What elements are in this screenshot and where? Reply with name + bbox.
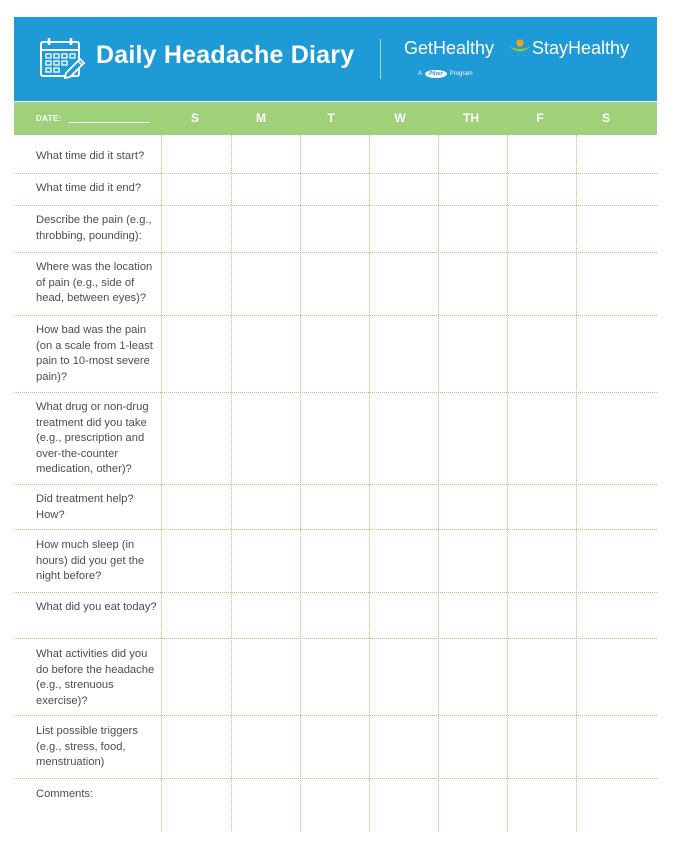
day-header-friday: F: [536, 111, 544, 125]
column-divider: [438, 135, 439, 831]
question-pain-description: Describe the pain (e.g., throbbing, pounding):: [36, 214, 152, 242]
day-header-monday: M: [256, 111, 266, 125]
question-end-time: What time did it end?: [36, 182, 142, 194]
tagline-suffix: Program: [449, 71, 473, 77]
column-divider: [369, 135, 370, 831]
day-header-wednesday: W: [394, 111, 406, 125]
column-divider: [300, 135, 301, 831]
pfizer-logo: Pfizer: [425, 70, 447, 78]
day-header-saturday: S: [601, 111, 610, 125]
question-food: What did you eat today?: [36, 601, 157, 613]
row-divider: [14, 638, 657, 639]
tagline-prefix: A: [418, 71, 423, 77]
question-pain-severity: How bad was the pain (on a scale from 1-least pain to 10-most severe pain)?: [36, 324, 153, 383]
row-divider: [14, 484, 657, 485]
question-treatment-help: Did treatment help? How?: [36, 493, 134, 521]
diary-grid: [14, 135, 657, 831]
question-treatment: What drug or non-drug treatment did you take (e.g., prescription and over-the-counter medication, other)?: [36, 401, 149, 475]
brand-logo: [404, 37, 644, 93]
day-header-sunday: S: [190, 111, 199, 125]
question-start-time: What time did it start?: [36, 150, 145, 162]
column-divider: [161, 135, 162, 831]
header-banner: [14, 17, 657, 101]
date-write-line[interactable]: [69, 122, 149, 123]
column-divider: [231, 135, 232, 831]
question-comments: Comments:: [36, 788, 94, 800]
row-divider: [14, 315, 657, 316]
brand-tagline: [418, 70, 473, 78]
row-divider: [14, 173, 657, 174]
day-header-tuesday: T: [327, 111, 335, 125]
brand-get-healthy: GetHealthy: [404, 38, 495, 58]
row-divider: [14, 592, 657, 593]
header-divider: [380, 39, 381, 79]
column-divider: [576, 135, 577, 831]
days-header-bar: [14, 102, 657, 135]
page-title: Daily Headache Diary: [96, 41, 355, 69]
calendar-icon: [38, 35, 86, 83]
row-divider: [14, 252, 657, 253]
smile-logo-icon: [507, 37, 533, 59]
brand-stay-healthy: StayHealthy: [532, 38, 630, 58]
row-divider: [14, 715, 657, 716]
question-pain-location: Where was the location of pain (e.g., side of head, between eyes)?: [36, 261, 153, 304]
day-header-thursday: TH: [463, 111, 479, 125]
question-sleep: How much sleep (in hours) did you get the night before?: [36, 539, 145, 582]
date-label: DATE:: [36, 114, 62, 123]
row-divider: [14, 778, 657, 779]
question-triggers: List possible triggers (e.g., stress, food, menstruation): [36, 725, 138, 768]
column-divider: [507, 135, 508, 831]
question-activities: What activities did you do before the headache (e.g., strenuous exercise)?: [36, 648, 155, 707]
row-divider: [14, 205, 657, 206]
row-divider: [14, 529, 657, 530]
row-divider: [14, 392, 657, 393]
